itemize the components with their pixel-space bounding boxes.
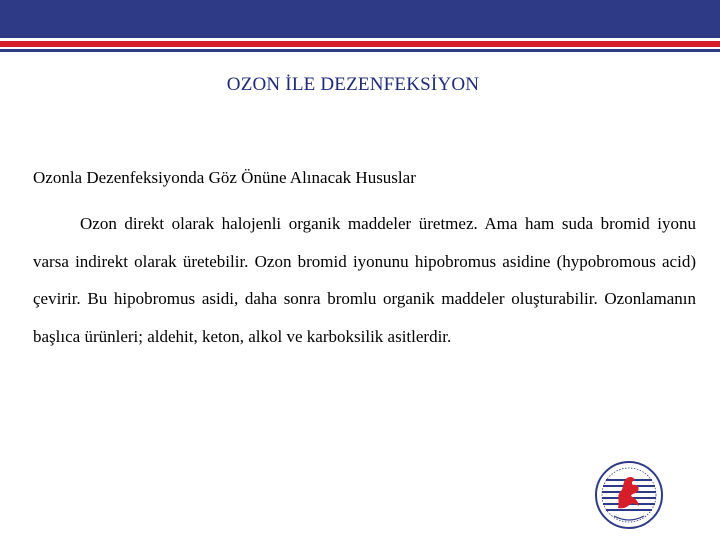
university-seal-icon [594,460,664,530]
slide-paragraph: Ozon direkt olarak halojenli organik maddeler üretmez. Ama ham suda bromid iyonu varsa indirekt olarak üretebilir. Ozon bromid iyonunu hipobromus asidine (hypobromous acid) çevirir. Bu hipobromus asidi, daha sonra bromlu organik maddeler oluşturabilir. Ozonlamanın başlıca ürünleri; aldehit, keton, alkol ve karboksilik asitlerdir. [33,214,696,346]
slide-subtitle: Ozonla Dezenfeksiyonda Göz Önüne Alınacak Hususlar [33,168,416,187]
header-band [0,0,720,38]
header-thin-stripe [0,49,720,52]
slide-title: OZON İLE DEZENFEKSİYON [226,74,480,95]
header-red-stripe [0,41,720,47]
